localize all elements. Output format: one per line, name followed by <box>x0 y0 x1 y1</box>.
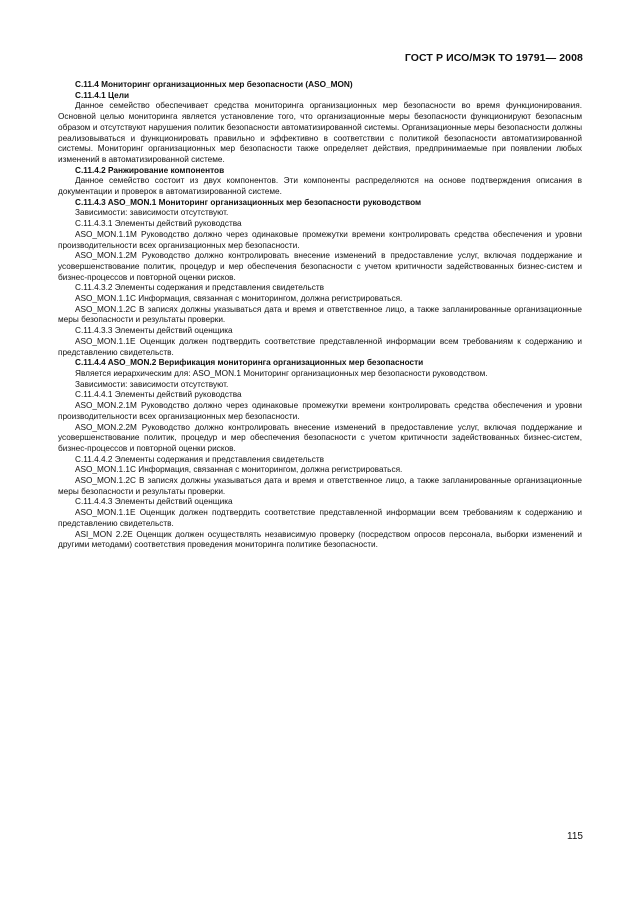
body-paragraph: C.11.4.4.1 Элементы действий руководства <box>75 390 242 400</box>
body-paragraph: C.11.4.3.2 Элементы содержания и представления свидетельств <box>75 283 325 293</box>
section-heading: C.11.4 Мониторинг организационных мер безопасности (ASO_MON) <box>75 80 353 89</box>
body-paragraph: ASO_MON.1.1E Оценщик должен подтвердить соответствие представленной информации всем требованиям к содержанию и представлению свидетельств. <box>58 508 582 528</box>
body-paragraph: Данное семейство обеспечивает средства мониторинга организационных мер безопасности во время функционирования. Основной целью мониторинга является установление того, что организационные меры безопасности функционируют безопасным образом и отсутствуют нарушения политик безопасности автоматизированной системы. Организационные меры безопасности должны реализовываться и функционировать правильно и эффективно в соответствии с политикой безопасности автоматизированной системы. Мониторинг организационных мер безопасности также определяет действия, предпринимаемые при появлении любых изменений в автоматизированной системе. <box>58 101 582 164</box>
body-paragraph: ASO_MON.1.1C Информация, связанная с мониторингом, должна регистрироваться. <box>75 465 403 475</box>
body-paragraph: C.11.4.3.1 Элементы действий руководства <box>75 219 242 229</box>
document-body <box>58 80 582 551</box>
body-paragraph: Является иерархическим для: ASO_MON.1 Мониторинг организационных мер безопасности руководством. <box>75 368 488 378</box>
body-paragraph: Данное семейство состоит из двух компонентов. Эти компоненты распределяются на основе подтверждения описания в документации и проверок в автоматизированной системе. <box>58 176 582 197</box>
body-paragraph: Зависимости: зависимости отсутствуют. <box>75 379 229 389</box>
body-paragraph: ASO_MON.1.1C Информация, связанная с мониторингом, должна регистрироваться. <box>75 294 403 304</box>
body-paragraph: Зависимости: зависимости отсутствуют. <box>75 208 229 218</box>
section-heading: C.11.4.3 ASO_MON.1 Мониторинг организационных мер безопасности руководством <box>75 197 422 207</box>
body-paragraph: ASO_MON.1.2M Руководство должно контролировать внесение изменений в предоставление услуг, включая поддержание и усовершенствование политик, процедур и мер обеспечения безопасности с учетом критичности задействованных бизнес-систем и бизнес-процессов и повторной оценки рисков. <box>58 251 582 282</box>
section-heading: C.11.4.4 ASO_MON.2 Верификация мониторинга организационных мер безопасности <box>75 358 424 368</box>
body-paragraph: C.11.4.4.2 Элементы содержания и представления свидетельств <box>75 454 325 464</box>
page-number: 115 <box>567 831 583 842</box>
body-paragraph: ASO_MON.2.2M Руководство должно контролировать внесение изменений в предоставление услуг, включая поддержание и усовершенствование политик, процедур и мер обеспечения безопасности с учетом критичности задействованных бизнес-систем, бизнес-процессов и повторной оценки рисков. <box>58 422 582 453</box>
section-heading: C.11.4.1 Цели <box>75 90 130 100</box>
body-paragraph: ASI_MON 2.2E Оценщик должен осуществлять независимую проверку (посредством опросов персонала, выборки изменений и другими методами) соответствия проведения мониторинга политике безопасности. <box>58 529 582 550</box>
section-heading: C.11.4.2 Ранжирование компонентов <box>75 165 225 175</box>
body-paragraph: ASO_MON.2.1M Руководство должно через одинаковые промежутки времени контролировать средства обеспечения и уровни производительности всех организационных мер безопасности. <box>58 401 582 421</box>
body-paragraph: ASO_MON.1.2C В записях должны указываться дата и время и ответственное лицо, а также запланированные организационные меры безопасности и результаты проверки. <box>58 476 582 496</box>
body-paragraph: ASO_MON.1.1E Оценщик должен подтвердить соответствие представленной информации всем требованиям к содержанию и представлению свидетельств. <box>58 336 582 357</box>
body-paragraph: C.11.4.4.3 Элементы действий оценщика <box>75 497 233 507</box>
body-paragraph: ASO_MON.1.1M Руководство должно через одинаковые промежутки времени контролировать средства обеспечения и уровни производительности всех организационных мер безопасности. <box>58 229 582 250</box>
body-paragraph: ASO_MON.1.2C В записях должны указываться дата и время и ответственное лицо, а также запланированные организационные меры безопасности и результаты проверки. <box>58 304 582 325</box>
body-paragraph: C.11.4.3.3 Элементы действий оценщика <box>75 326 233 336</box>
document-header: ГОСТ Р ИСО/МЭК ТО 19791— 2008 <box>404 52 583 64</box>
